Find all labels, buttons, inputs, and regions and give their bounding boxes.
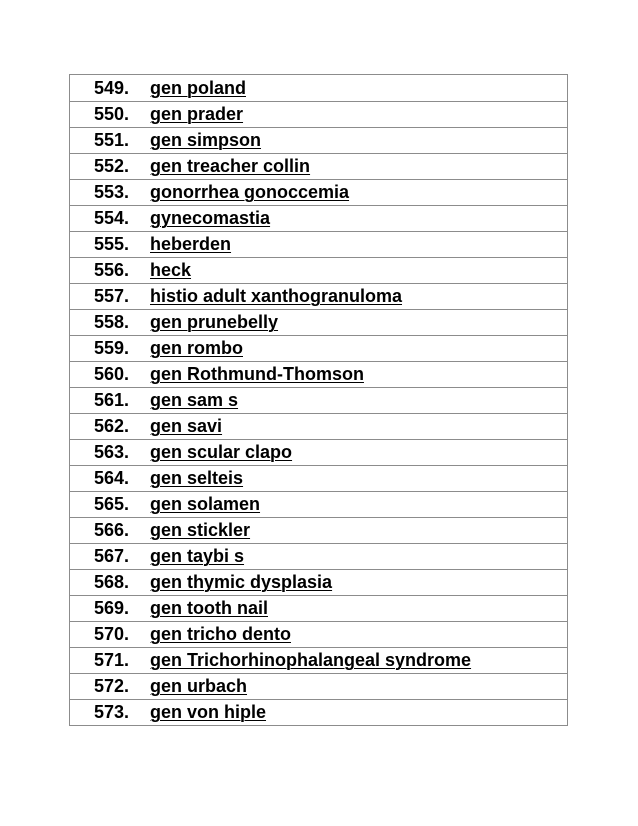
list-cell (70, 414, 568, 440)
item-link[interactable]: gen stickler (150, 520, 251, 540)
item-link[interactable]: gen sam s (150, 390, 239, 410)
item-number: 558. (94, 312, 130, 332)
list-cell (70, 284, 568, 310)
list-item (70, 206, 567, 231)
list-item (70, 648, 567, 673)
list-cell (70, 518, 568, 544)
list-cell (70, 102, 568, 128)
item-link[interactable]: gen scular clapo (150, 442, 293, 462)
item-number: 570. (94, 624, 130, 644)
list-cell (70, 622, 568, 648)
list-cell (70, 570, 568, 596)
list-row (70, 154, 568, 180)
item-number: 569. (94, 598, 130, 618)
list-item (70, 128, 567, 153)
list-cell (70, 700, 568, 726)
list-row (70, 518, 568, 544)
list-cell (70, 232, 568, 258)
list-cell (70, 206, 568, 232)
link-list-table (69, 74, 568, 726)
item-number: 550. (94, 104, 130, 124)
list-row (70, 466, 568, 492)
list-item (70, 102, 567, 127)
item-link[interactable]: gen rombo (150, 338, 243, 358)
list-cell (70, 674, 568, 700)
item-link[interactable]: gen tooth nail (150, 598, 268, 618)
item-link[interactable]: gen urbach (150, 676, 248, 696)
list-item (70, 700, 567, 725)
item-number: 549. (94, 77, 130, 98)
item-link[interactable]: gen poland (150, 77, 246, 98)
item-link[interactable]: gen thymic dysplasia (150, 572, 333, 592)
item-link[interactable]: gen treacher collin (150, 156, 311, 176)
item-link[interactable]: gonorrhea gonoccemia (150, 182, 350, 202)
list-item (70, 232, 567, 257)
item-link[interactable]: gen simpson (150, 130, 262, 150)
item-number: 552. (94, 156, 130, 176)
list-cell (70, 154, 568, 180)
item-link[interactable]: gen savi (150, 416, 223, 436)
list-item (70, 154, 567, 179)
item-link[interactable]: gen selteis (150, 468, 244, 488)
item-link[interactable]: gen tricho dento (150, 624, 291, 644)
item-number: 551. (94, 130, 130, 150)
list-cell (70, 75, 568, 102)
item-link[interactable]: heck (150, 260, 192, 280)
list-row (70, 102, 568, 128)
list-item (70, 544, 567, 569)
item-number: 555. (94, 234, 130, 254)
list-cell (70, 310, 568, 336)
list-cell (70, 440, 568, 466)
list-row (70, 128, 568, 154)
item-link[interactable]: gen Rothmund-Thomson (150, 364, 364, 384)
item-link[interactable]: gen prader (150, 104, 244, 124)
list-item (70, 388, 567, 413)
list-row (70, 388, 568, 414)
item-number: 564. (94, 468, 130, 488)
item-link[interactable]: heberden (150, 234, 232, 254)
item-number: 568. (94, 572, 130, 592)
item-number: 566. (94, 520, 130, 540)
item-link[interactable]: histio adult xanthogranuloma (150, 286, 403, 306)
list-row (70, 310, 568, 336)
item-number: 567. (94, 546, 130, 566)
item-number: 557. (94, 286, 130, 306)
list-item (70, 284, 567, 309)
list-item (70, 310, 567, 335)
item-number: 554. (94, 208, 130, 228)
item-number: 553. (94, 182, 130, 202)
item-link[interactable]: gen Trichorhinophalangeal syndrome (150, 650, 472, 670)
list-item (70, 492, 567, 517)
item-link[interactable]: gen von hiple (150, 702, 267, 722)
list-cell (70, 128, 568, 154)
item-number: 572. (94, 676, 130, 696)
list-item (70, 336, 567, 361)
list-row (70, 622, 568, 648)
item-link[interactable]: gynecomastia (150, 208, 271, 228)
item-number: 565. (94, 494, 130, 514)
list-item (70, 180, 567, 205)
list-item (70, 674, 567, 699)
item-number: 571. (94, 650, 130, 670)
item-number: 562. (94, 416, 130, 436)
list-cell (70, 388, 568, 414)
list-row (70, 336, 568, 362)
list-row (70, 440, 568, 466)
item-link[interactable]: gen prunebelly (150, 312, 279, 332)
list-row (70, 258, 568, 284)
list-item (70, 440, 567, 465)
list-row (70, 232, 568, 258)
list-row (70, 596, 568, 622)
list-cell (70, 258, 568, 284)
list-item (70, 466, 567, 491)
list-row (70, 674, 568, 700)
list-row (70, 492, 568, 518)
link-list-body (70, 75, 568, 726)
list-item (70, 258, 567, 283)
list-cell (70, 544, 568, 570)
list-cell (70, 596, 568, 622)
list-row (70, 75, 568, 102)
item-number: 563. (94, 442, 130, 462)
list-cell (70, 336, 568, 362)
list-cell (70, 648, 568, 674)
list-row (70, 414, 568, 440)
list-item (70, 596, 567, 621)
list-item (70, 518, 567, 543)
list-item (70, 362, 567, 387)
item-link[interactable]: gen taybi s (150, 546, 245, 566)
list-item (70, 622, 567, 647)
list-row (70, 362, 568, 388)
list-cell (70, 362, 568, 388)
list-cell (70, 180, 568, 206)
list-row (70, 700, 568, 726)
list-cell (70, 466, 568, 492)
list-item (70, 570, 567, 595)
list-cell (70, 492, 568, 518)
item-number: 573. (94, 702, 130, 722)
item-number: 559. (94, 338, 130, 358)
list-row (70, 570, 568, 596)
list-row (70, 206, 568, 232)
item-number: 560. (94, 364, 130, 384)
list-item (70, 414, 567, 439)
list-row (70, 180, 568, 206)
list-row (70, 284, 568, 310)
item-number: 556. (94, 260, 130, 280)
list-row (70, 648, 568, 674)
list-row (70, 544, 568, 570)
list-item (70, 76, 567, 101)
item-link[interactable]: gen solamen (150, 494, 261, 514)
item-number: 561. (94, 390, 130, 410)
